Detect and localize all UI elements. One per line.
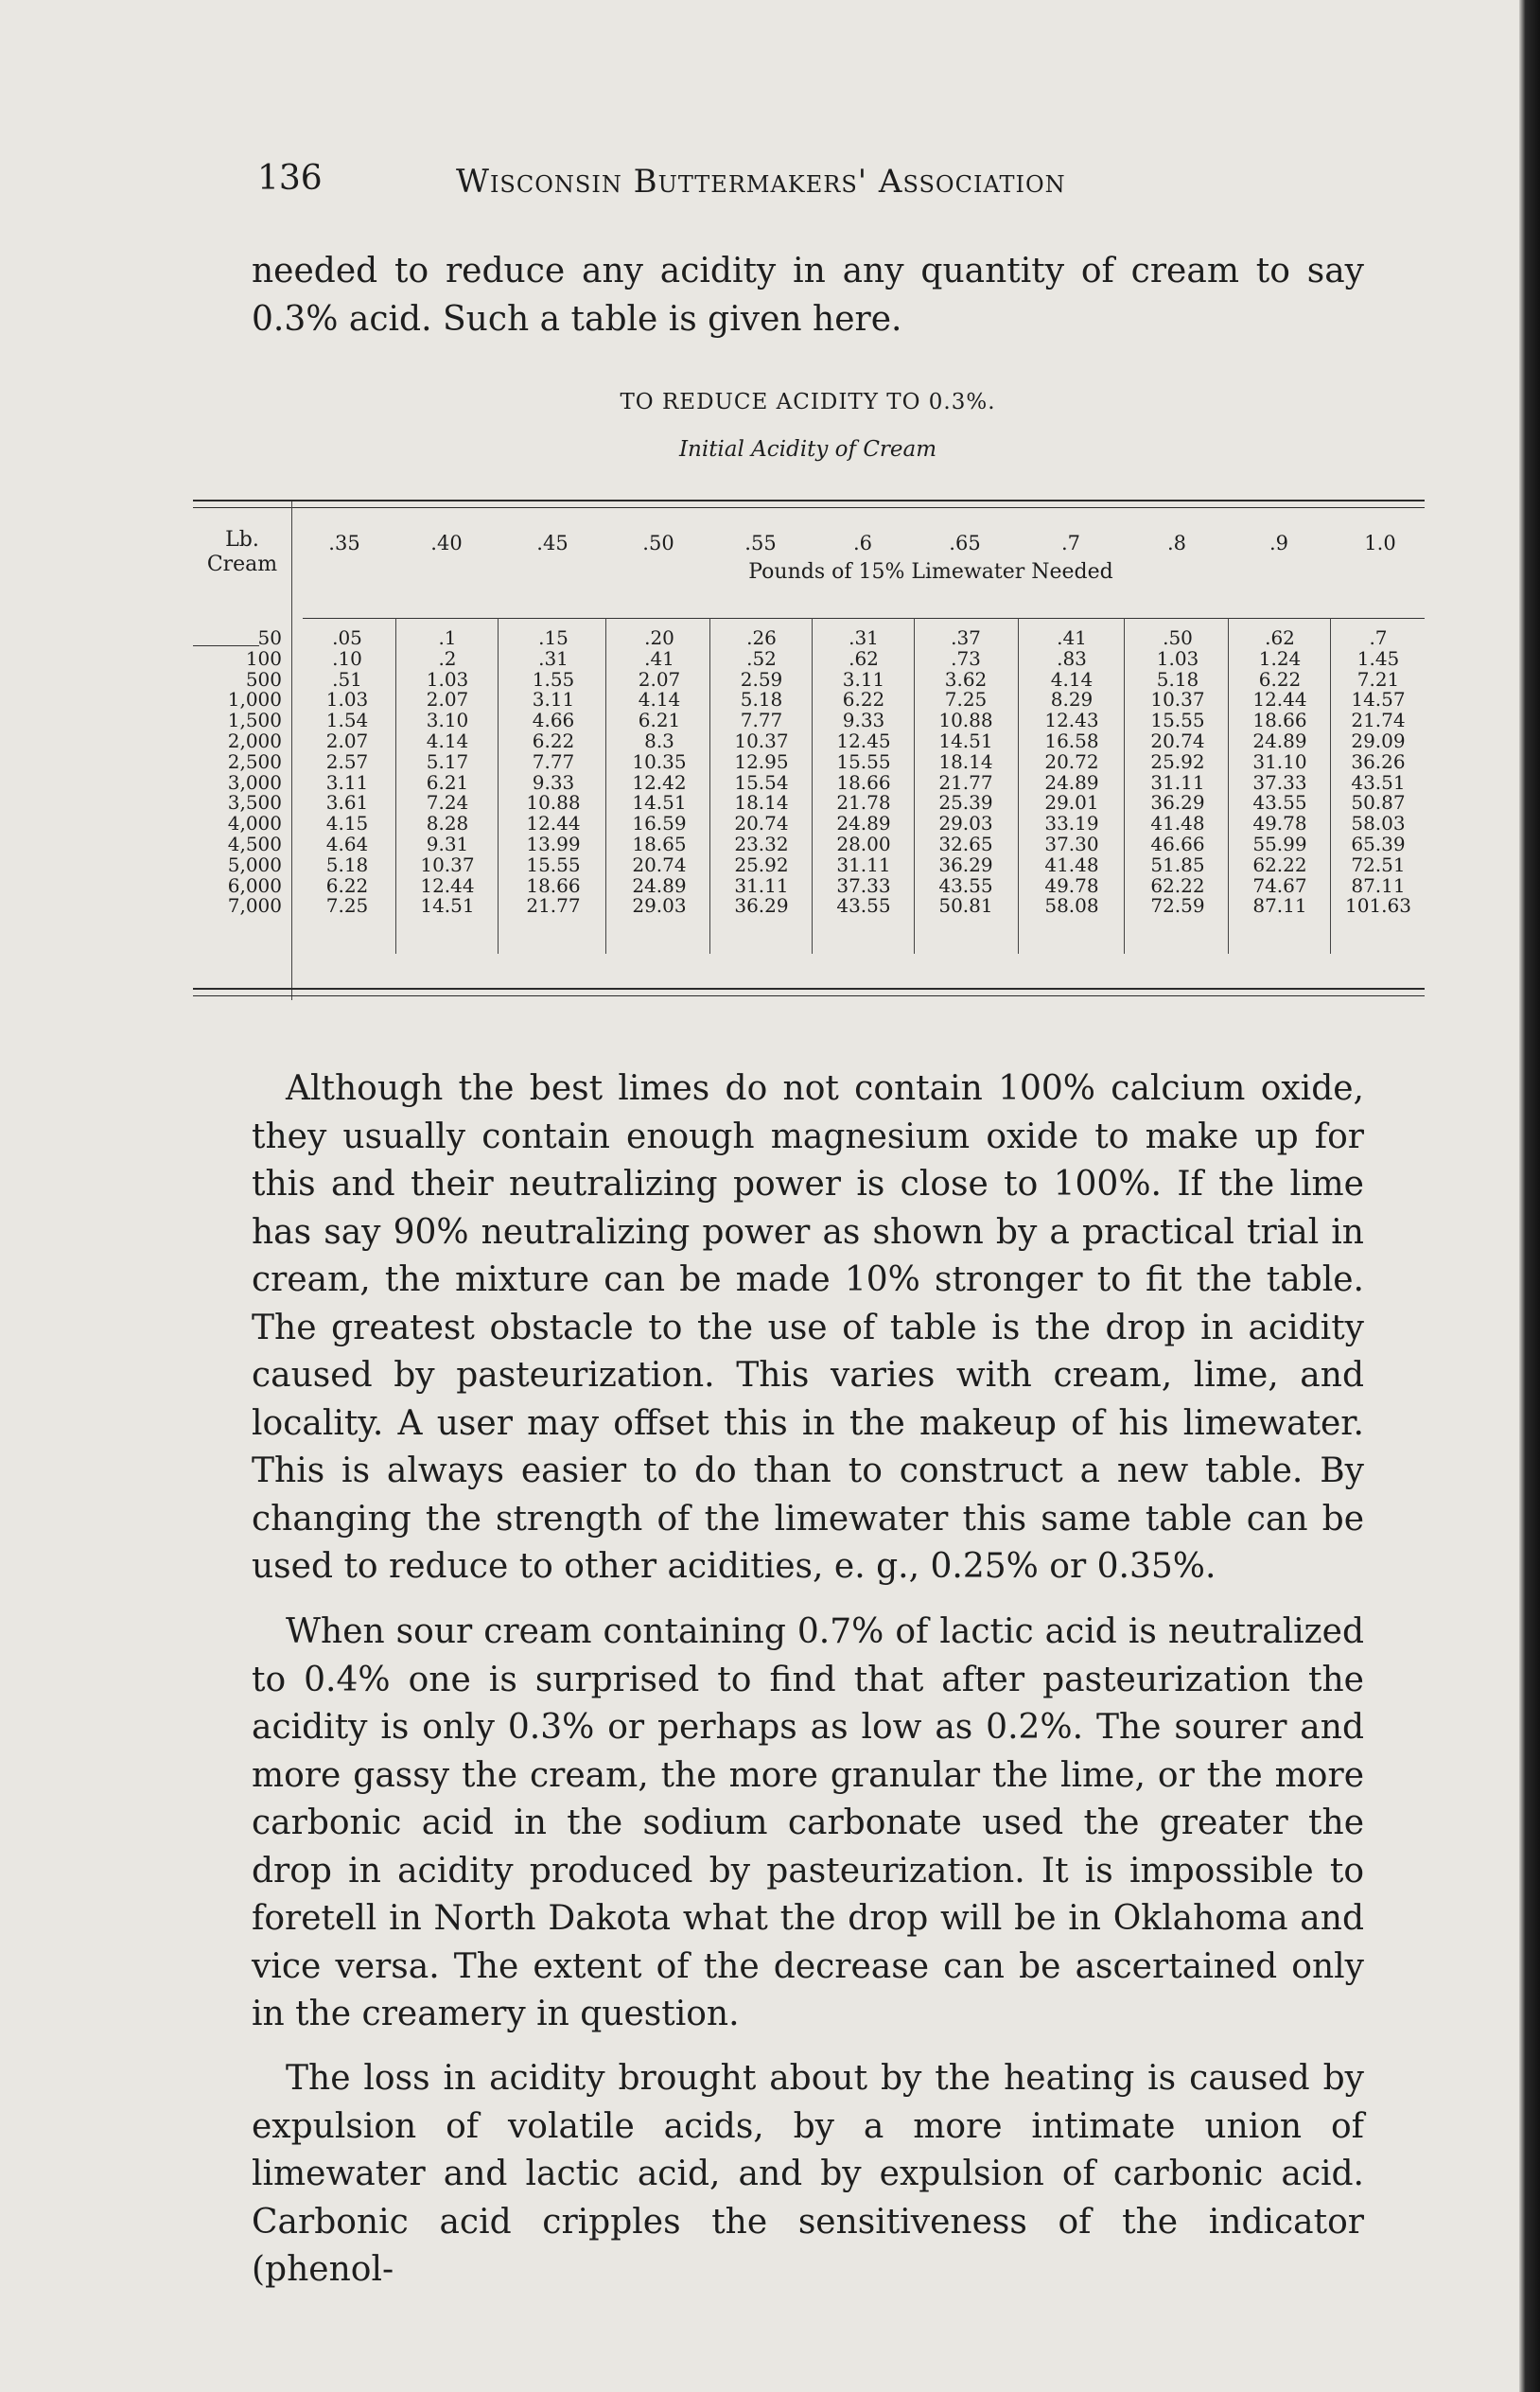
- table-cell: 36.29: [1150, 791, 1205, 815]
- table-cell: 18.65: [632, 832, 687, 855]
- acidity-header: .8: [1166, 532, 1187, 554]
- table-cell: 2,500: [227, 749, 282, 773]
- column-rule: [395, 618, 396, 954]
- acidity-header: .9: [1269, 532, 1289, 554]
- table-cell: 87.11: [1252, 894, 1307, 918]
- table-cell: 9.33: [842, 709, 885, 732]
- table-cell: 24.89: [1252, 729, 1307, 752]
- table-cell: 1.54: [325, 709, 369, 732]
- table-cell: 8.3: [644, 729, 674, 752]
- table-cell: 6.21: [426, 770, 469, 794]
- table-cell: 15.55: [526, 853, 581, 876]
- limewater-table: [193, 501, 1425, 1008]
- table-cell: 4.15: [325, 812, 369, 835]
- table-cell: 58.08: [1044, 894, 1099, 918]
- table-cell: 14.51: [420, 894, 475, 918]
- table-cell: 24.89: [632, 873, 687, 897]
- column-rule: [1228, 618, 1229, 954]
- table-cell: 87.11: [1351, 873, 1406, 897]
- table-cell: 29.09: [1351, 729, 1406, 752]
- column-rule: [1330, 618, 1331, 954]
- table-cell: 4.14: [638, 688, 681, 712]
- table-cell: 23.32: [734, 832, 789, 855]
- table-cell: 2.07: [325, 729, 369, 752]
- table-cell: 3.11: [532, 688, 575, 712]
- table-cell: 29.03: [938, 812, 993, 835]
- table-cell: 500: [245, 667, 282, 691]
- acidity-header: .6: [852, 532, 873, 554]
- table-cell: 7.77: [740, 709, 783, 732]
- table-cell: 24.89: [1044, 770, 1099, 794]
- table-cell: .51: [332, 667, 362, 691]
- table-cell: 6.21: [638, 709, 681, 732]
- table-cell: 7,000: [227, 894, 282, 918]
- table-cell: 7.77: [532, 749, 575, 773]
- acidity-header: .55: [744, 532, 777, 554]
- table-cell: 50.81: [938, 894, 993, 918]
- table-cell: 12.43: [1044, 709, 1099, 732]
- table-cell: .1: [438, 626, 457, 649]
- table-cell: 3,000: [227, 770, 282, 794]
- table-cell: 33.19: [1044, 812, 1099, 835]
- table-cell: 43.51: [1351, 770, 1406, 794]
- table-cell: 10.88: [526, 791, 581, 815]
- table-cell: 43.55: [836, 894, 891, 918]
- table-cell: .62: [1265, 626, 1295, 649]
- table-cell: 20.74: [734, 812, 789, 835]
- cream-weight-column: [202, 628, 282, 917]
- table-cell: 55.99: [1252, 832, 1307, 855]
- table-cell: 37.30: [1044, 832, 1099, 855]
- table-cell: .41: [644, 646, 674, 670]
- table-cell: 31.11: [1150, 770, 1205, 794]
- table-cell: 1,500: [227, 709, 282, 732]
- page-edge-shadow: [1519, 0, 1540, 2392]
- body-paragraph: Although the best limes do not contain 100% calcium oxide, they usually contain enough magnesium oxide to make up for this and their neutralizing power is close to 100%. If the lime has say 90% neutralizing power as shown by a practical trial in cream, the mixture can be made 10% stronger to fit the table. The greatest obstacle to the use of table is the drop in acidity caused by pasteurization. This varies with cream, lime, and locality. A user may offset this in the makeup of his limewater. This is always easier to do than to construct a new table. By changing the strength of the limewater this same table can be used to reduce to other acidities, e. g., 0.25% or 0.35%.: [252, 1069, 1364, 1586]
- table-cell: 62.22: [1150, 873, 1205, 897]
- table-cell: .05: [332, 626, 362, 649]
- table-cell: .41: [1057, 626, 1087, 649]
- column-rule: [1124, 618, 1125, 954]
- table-cell: 37.33: [1252, 770, 1307, 794]
- table-cell: 25.92: [1150, 749, 1205, 773]
- table-cell: 49.78: [1252, 812, 1307, 835]
- table-cell: 72.59: [1150, 894, 1205, 918]
- column-rule: [914, 618, 915, 954]
- table-cell: 1.24: [1258, 646, 1302, 670]
- table-cell: .15: [538, 626, 569, 649]
- table-cell: 16.58: [1044, 729, 1099, 752]
- acidity-header: 1.0: [1364, 532, 1396, 554]
- page-header: [257, 159, 1374, 212]
- table-cell: 24.89: [836, 812, 891, 835]
- table-cell: 21.77: [938, 770, 993, 794]
- table-cell: .31: [538, 646, 569, 670]
- table-cell: 36.26: [1351, 749, 1406, 773]
- table-cell: 18.66: [526, 873, 581, 897]
- table-cell: 2.07: [426, 688, 469, 712]
- body-paragraph: The loss in acidity brought about by the heating is caused by expulsion of volatile acids, by a more intimate union of limewater and lactic acid, and by expulsion of carbonic acid. Carbonic acid cripples the sensitiveness of the indicator (phenol-: [252, 2059, 1364, 2289]
- acidity-header: .65: [949, 532, 981, 554]
- table-cell: 4,500: [227, 832, 282, 855]
- table-cell: 2.57: [325, 749, 369, 773]
- acidity-column: [1029, 628, 1114, 917]
- table-cell: 12.44: [1252, 688, 1307, 712]
- table-cell: 8.29: [1050, 688, 1094, 712]
- table-cell: .2: [438, 646, 457, 670]
- acidity-column: [405, 628, 490, 917]
- page-number: 136: [257, 159, 323, 198]
- table-cell: 2.07: [638, 667, 681, 691]
- table-cell: 36.29: [734, 894, 789, 918]
- table-cell: 46.66: [1150, 832, 1205, 855]
- table-cell: 1.03: [1156, 646, 1199, 670]
- acidity-column: [821, 628, 906, 917]
- table-cell: 12.95: [734, 749, 789, 773]
- table-cell: 10.88: [938, 709, 993, 732]
- stub-column-rule: [291, 501, 292, 1000]
- table-cell: 101.63: [1345, 894, 1411, 918]
- table-cell: 43.55: [938, 873, 993, 897]
- table-cell: 1.03: [325, 688, 369, 712]
- table-cell: 18.14: [734, 791, 789, 815]
- table-cell: 6.22: [842, 688, 885, 712]
- table-cell: 49.78: [1044, 873, 1099, 897]
- table-cell: .73: [951, 646, 981, 670]
- table-cell: .62: [849, 646, 879, 670]
- table-cell: .50: [1163, 626, 1193, 649]
- body-paragraph: When sour cream containing 0.7% of lactic acid is neutralized to 0.4% one is surprised to find that after pasteurization the acidity is only 0.3% or perhaps as low as 0.2%. The sourer and more gassy the cream, the more granular the lime, or the more carbonic acid in the sodium carbonate used the greater the drop in acidity produced by pasteurization. It is impossible to foretell in North Dakota what the drop will be in Oklahoma and vice versa. The extent of the decrease can be ascertained only in the creamery in question.: [252, 1612, 1364, 2033]
- table-cell: 25.92: [734, 853, 789, 876]
- table-cell: 6.22: [532, 729, 575, 752]
- table-cell: 62.22: [1252, 853, 1307, 876]
- acidity-column: [1237, 628, 1322, 917]
- table-cell: 100: [245, 646, 282, 670]
- table-cell: 20.72: [1044, 749, 1099, 773]
- table-cell: .83: [1057, 646, 1087, 670]
- table-cell: 6,000: [227, 873, 282, 897]
- table-cell: .10: [332, 646, 362, 670]
- stub-header: Lb. Cream: [206, 528, 278, 576]
- table-cell: .31: [849, 626, 879, 649]
- table-cell: 6.22: [325, 873, 369, 897]
- column-rule: [1018, 618, 1019, 954]
- table-cell: 32.65: [938, 832, 993, 855]
- table-cell: 3.62: [944, 667, 988, 691]
- table-cell: 3.10: [426, 709, 469, 732]
- table-cell: 31.11: [836, 853, 891, 876]
- acidity-column: [923, 628, 1008, 917]
- table-cell: 10.35: [632, 749, 687, 773]
- table-cell: 5.18: [325, 853, 369, 876]
- table-cell: .37: [951, 626, 981, 649]
- table-cell: 12.45: [836, 729, 891, 752]
- table-cell: 18.66: [836, 770, 891, 794]
- acidity-header: .35: [328, 532, 360, 554]
- table-cell: 1,000: [227, 688, 282, 712]
- table-cell: 10.37: [420, 853, 475, 876]
- table-cell: 6.22: [1258, 667, 1302, 691]
- table-cell: 2,000: [227, 729, 282, 752]
- table-cell: 15.54: [734, 770, 789, 794]
- table-cell: 50: [257, 626, 282, 649]
- table-cell: 5.17: [426, 749, 469, 773]
- table-cell: 29.03: [632, 894, 687, 918]
- table-cell: 43.55: [1252, 791, 1307, 815]
- table-cell: 41.48: [1150, 812, 1205, 835]
- table-cell: 7.25: [944, 688, 988, 712]
- table-cell: 4.64: [325, 832, 369, 855]
- table-cell: 14.51: [938, 729, 993, 752]
- table-cell: 4.14: [426, 729, 469, 752]
- table-cell: 16.59: [632, 812, 687, 835]
- table-cell: 10.37: [734, 729, 789, 752]
- table-cell: 50.87: [1351, 791, 1406, 815]
- acidity-column: [1135, 628, 1220, 917]
- table-cell: 1.03: [426, 667, 469, 691]
- table-subtitle: Initial Acidity of Cream: [678, 437, 937, 462]
- table-cell: 9.33: [532, 770, 575, 794]
- column-rule: [605, 618, 606, 954]
- column-rule: [709, 618, 710, 954]
- acidity-header: .40: [430, 532, 463, 554]
- column-rule: [812, 618, 813, 954]
- table-cell: 2.59: [740, 667, 783, 691]
- acidity-column: [1336, 628, 1421, 917]
- table-cell: 65.39: [1351, 832, 1406, 855]
- table-cell: 9.31: [426, 832, 469, 855]
- acidity-column: [305, 628, 390, 917]
- table-cell: 14.57: [1351, 688, 1406, 712]
- table-cell: 36.29: [938, 853, 993, 876]
- table-cell: 51.85: [1150, 853, 1205, 876]
- table-cell: 25.39: [938, 791, 993, 815]
- table-cell: 20.74: [632, 853, 687, 876]
- table-cell: .20: [644, 626, 674, 649]
- table-cell: 18.14: [938, 749, 993, 773]
- table-cell: 29.01: [1044, 791, 1099, 815]
- table-cell: 21.77: [526, 894, 581, 918]
- table-cell: 1.45: [1356, 646, 1400, 670]
- acidity-column: [511, 628, 596, 917]
- table-cell: 3.11: [842, 667, 885, 691]
- table-cell: 3,500: [227, 791, 282, 815]
- table-cell: 12.44: [420, 873, 475, 897]
- table-cell: 12.44: [526, 812, 581, 835]
- acidity-column: [719, 628, 804, 917]
- table-cell: .7: [1369, 626, 1388, 649]
- running-head: Wisconsin Buttermakers' Association: [456, 163, 1066, 201]
- table-title: TO REDUCE ACIDITY TO 0.3%.: [620, 390, 996, 414]
- columns-caption: Pounds of 15% Limewater Needed: [748, 560, 1113, 584]
- table-cell: .26: [746, 626, 777, 649]
- table-cell: 72.51: [1351, 853, 1406, 876]
- acidity-column: [617, 628, 702, 917]
- table-cell: 14.51: [632, 791, 687, 815]
- acidity-header: .7: [1060, 532, 1081, 554]
- table-cell: 15.55: [836, 749, 891, 773]
- table-cell: 21.74: [1351, 709, 1406, 732]
- table-cell: 20.74: [1150, 729, 1205, 752]
- column-rule: [498, 618, 499, 954]
- table-cell: 7.24: [426, 791, 469, 815]
- table-cell: 1.55: [532, 667, 575, 691]
- table-cell: 15.55: [1150, 709, 1205, 732]
- table-cell: 5.18: [1156, 667, 1199, 691]
- table-cell: 10.37: [1150, 688, 1205, 712]
- table-cell: 74.67: [1252, 873, 1307, 897]
- header-underline: [303, 618, 1425, 619]
- table-cell: 4,000: [227, 812, 282, 835]
- table-cell: 5.18: [740, 688, 783, 712]
- table-cell: 18.66: [1252, 709, 1307, 732]
- table-cell: 4.66: [532, 709, 575, 732]
- table-cell: 3.61: [325, 791, 369, 815]
- table-bottom-rule-inner: [193, 995, 1425, 996]
- table-cell: 31.10: [1252, 749, 1307, 773]
- table-cell: 7.25: [325, 894, 369, 918]
- table-cell: 58.03: [1351, 812, 1406, 835]
- intro-paragraph: needed to reduce any acidity in any quantity of cream to say 0.3% acid. Such a table is given here.: [252, 252, 1364, 339]
- table-cell: 21.78: [836, 791, 891, 815]
- table-cell: 41.48: [1044, 853, 1099, 876]
- table-cell: 8.28: [426, 812, 469, 835]
- table-cell: 3.11: [325, 770, 369, 794]
- table-cell: 31.11: [734, 873, 789, 897]
- table-bottom-rule: [193, 988, 1425, 990]
- table-cell: 28.00: [836, 832, 891, 855]
- acidity-header: .45: [536, 532, 569, 554]
- table-cell: .52: [746, 646, 777, 670]
- acidity-header: .50: [642, 532, 674, 554]
- table-cell: 37.33: [836, 873, 891, 897]
- table-cell: 5,000: [227, 853, 282, 876]
- table-cell: 4.14: [1050, 667, 1094, 691]
- table-cell: 7.21: [1356, 667, 1400, 691]
- table-cell: 13.99: [526, 832, 581, 855]
- table-cell: 12.42: [632, 770, 687, 794]
